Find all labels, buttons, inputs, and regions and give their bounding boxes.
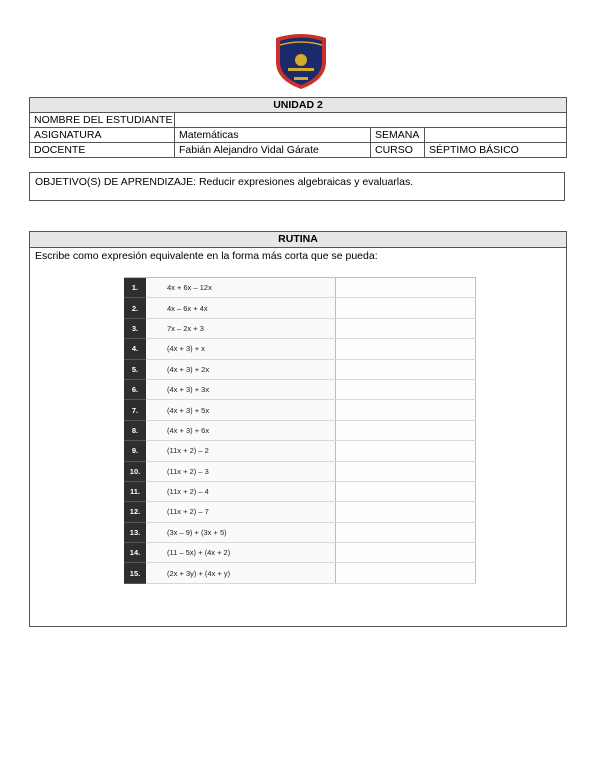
exercise-expression: 4x – 6x + 4x xyxy=(146,298,336,318)
unit-title: UNIDAD 2 xyxy=(30,98,567,113)
exercise-row xyxy=(124,563,476,583)
exercise-expression: (2x + 3y) + (4x + y) xyxy=(146,563,336,583)
routine-instruction: Escribe como expresión equivalente en la forma más corta que se pueda: xyxy=(35,250,378,262)
exercise-row xyxy=(124,339,476,359)
course-label: CURSO xyxy=(371,143,425,158)
exercise-number: 12. xyxy=(124,502,146,522)
exercise-row xyxy=(124,441,476,461)
exercise-row xyxy=(124,522,476,542)
exercise-expression: 4x + 6x – 12x xyxy=(146,278,336,298)
answer-cell[interactable] xyxy=(336,379,476,399)
week-value[interactable] xyxy=(425,128,567,143)
answer-cell[interactable] xyxy=(336,298,476,318)
learning-objective: OBJETIVO(S) DE APRENDIZAJE: Reducir expresiones algebraicas y evaluarlas. xyxy=(29,172,565,201)
exercise-number: 4. xyxy=(124,339,146,359)
teacher-value: Fabián Alejandro Vidal Gárate xyxy=(175,143,371,158)
subject-label: ASIGNATURA xyxy=(30,128,175,143)
student-name-label: NOMBRE DEL ESTUDIANTE xyxy=(30,113,175,128)
exercise-number: 8. xyxy=(124,420,146,440)
exercise-row xyxy=(124,400,476,420)
exercise-number: 3. xyxy=(124,318,146,338)
exercise-expression: (11x + 2) – 7 xyxy=(146,502,336,522)
school-crest-logo xyxy=(273,32,329,90)
exercise-row xyxy=(124,502,476,522)
exercise-row xyxy=(124,278,476,298)
exercise-expression: (3x – 9) + (3x + 5) xyxy=(146,522,336,542)
exercise-expression: 7x – 2x + 3 xyxy=(146,318,336,338)
exercise-expression: (4x + 3) + 3x xyxy=(146,379,336,399)
exercise-row xyxy=(124,420,476,440)
exercise-expression: (4x + 3) + x xyxy=(146,339,336,359)
answer-cell[interactable] xyxy=(336,400,476,420)
exercise-expression: (11x + 2) – 4 xyxy=(146,481,336,501)
exercise-number: 7. xyxy=(124,400,146,420)
exercise-row xyxy=(124,461,476,481)
exercise-number: 6. xyxy=(124,379,146,399)
row-student-name xyxy=(30,113,567,128)
exercise-expression: (4x + 3) + 2x xyxy=(146,359,336,379)
row-teacher xyxy=(30,143,567,158)
exercise-number: 11. xyxy=(124,481,146,501)
answer-cell[interactable] xyxy=(336,359,476,379)
answer-cell[interactable] xyxy=(336,502,476,522)
student-name-value[interactable] xyxy=(175,113,567,128)
answer-cell[interactable] xyxy=(336,522,476,542)
answer-cell[interactable] xyxy=(336,563,476,583)
answer-cell[interactable] xyxy=(336,543,476,563)
exercise-number: 2. xyxy=(124,298,146,318)
exercise-number: 9. xyxy=(124,441,146,461)
exercise-row xyxy=(124,359,476,379)
exercise-number: 13. xyxy=(124,522,146,542)
exercise-row xyxy=(124,543,476,563)
answer-cell[interactable] xyxy=(336,278,476,298)
exercise-number: 1. xyxy=(124,278,146,298)
header-info-table xyxy=(29,97,567,158)
exercise-expression: (11x + 2) – 3 xyxy=(146,461,336,481)
answer-cell[interactable] xyxy=(336,481,476,501)
exercise-row xyxy=(124,318,476,338)
exercise-expression: (11 – 5x) + (4x + 2) xyxy=(146,543,336,563)
answer-cell[interactable] xyxy=(336,420,476,440)
exercise-expression: (4x + 3) + 5x xyxy=(146,400,336,420)
answer-cell[interactable] xyxy=(336,441,476,461)
row-subject xyxy=(30,128,567,143)
course-value: SÉPTIMO BÁSICO xyxy=(425,143,567,158)
exercise-table xyxy=(124,277,476,584)
exercise-row xyxy=(124,481,476,501)
exercise-number: 10. xyxy=(124,461,146,481)
exercise-expression: (11x + 2) – 2 xyxy=(146,441,336,461)
answer-cell[interactable] xyxy=(336,461,476,481)
routine-title: RUTINA xyxy=(30,232,566,248)
teacher-label: DOCENTE xyxy=(30,143,175,158)
exercise-row xyxy=(124,379,476,399)
subject-value: Matemáticas xyxy=(175,128,371,143)
exercise-number: 15. xyxy=(124,563,146,583)
answer-cell[interactable] xyxy=(336,339,476,359)
exercise-expression: (4x + 3) + 6x xyxy=(146,420,336,440)
exercise-number: 14. xyxy=(124,543,146,563)
answer-cell[interactable] xyxy=(336,318,476,338)
exercise-row xyxy=(124,298,476,318)
week-label: SEMANA xyxy=(371,128,425,143)
exercise-number: 5. xyxy=(124,359,146,379)
